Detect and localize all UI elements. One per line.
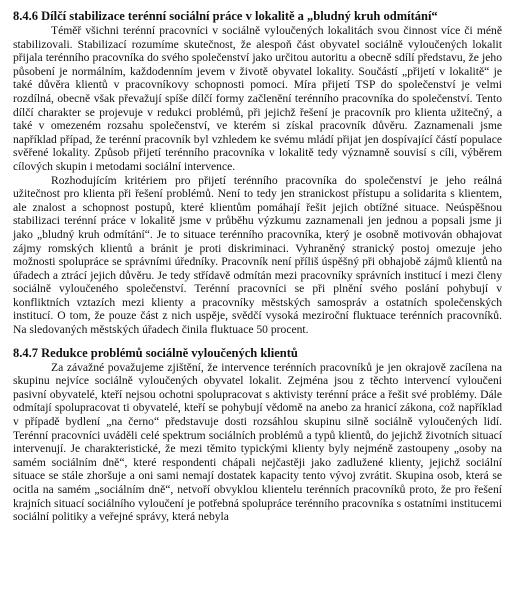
section-heading-8-4-7: 8.4.7 Redukce problémů sociálně vyloučených klientů <box>13 345 298 360</box>
paragraph: Rozhodujícím kritériem pro přijetí terénního pracovníka do společenství je jeho reálná užitečnost pro klienta při řešení problémů. Není to tedy jen stranickost přístupu a solidarita s klientem, ale znalost a schopnost postupů, které klientům pomáhají řešit jejich obtížné situace. Neúspěšnou stabilizaci terénní práce v lokalitě jsme v průběhu výzkumu zaznamenali jen jednou a popsali jsme ji jako „bludný kruh odmítání“. Je to situace terénního pracovníka, který je osobně motivován obhajovat zájmy romských klientů a bránit je proti diskriminaci. Vyhraněný stranický postoj omezuje jeho možnosti spolupráce se správními úředníky. Pracovník není příliš úspěšný při obhajobě zájmů klientů na úřadech a ztrácí jejich důvěru. Je tedy střídavě odmítán mezi pracovníky správních institucí i mezi členy sociálně vyloučeného společenství. Terénní pracovníci se při plnění svého poslání pohybují v konfliktních vztazích mezi klienty a pracovníky městských samospráv a ostatních společenských institucí. O tom, že pouze část z nich uspěje, svědčí vysoká meziroční fluktuace terénních pracovníků. Na sledovaných městských úřadech činila fluktuace 50 procent. <box>13 173 502 337</box>
section-heading-8-4-6: 8.4.6 Dílčí stabilizace terénní sociální práce v lokalitě a „bludný kruh odmítání“ <box>13 9 438 23</box>
paragraph: Za závažné považujeme zjištění, že intervence terénních pracovníků je jen okrajově zacílena na skupinu nejvíce sociálně vyloučených obyvatel lokalit. Zejména jsou z těchto intervencí vyloučeni pasivní obyvatelé, kteří nejsou ochotni spolupracovat s aktivisty terénní práce a řešit své problémy. Dále odmítají spolupracovat ti obyvatelé, kteří se pohybují vědomě na anebo za hranicí zákona, což například v případě bydlení „na černo“ představuje dosti rozsáhlou skupinu silně sociálně vyloučených lidí. Terénní pracovníci uváděli celé spektrum sociálních problémů a typů klientů, do jejichž životních situací intervenují. Je charakteristické, že mezi těmito typickými klienty byly nejméně zastoupeny „osoby na samém sociálním dně“, které respondenti chápali nejčastěji jako zadlužené klienty, jejichž sociální situace se stále zhoršuje a oni sami nemají dostatek kapacity tento vývoj zvrátit. Skupina osob, která se ocitla na samém „sociálním dně“, netvoří obvyklou klientelu terénních pracovníků proto, že pro řešení krajních situací sociálního vyloučení je potřebná spolupráce terénního pracovníka s ostatními institucemi sociální politiky a veřejné správy, která nebyla <box>13 360 502 524</box>
paragraph: Téměř všichni terénní pracovníci v sociálně vyloučených lokalitách svou činnost více či méně stabilizovali. Stabilizací rozumíme skutečnost, že alespoň část obyvatel sociálně vyloučených lokalit přijala terénního pracovníka do svého společenství jako určitou autoritu a obecně sdílí představu, že jeho působení je normálním, každodenním jevem v životě obyvatel lokality. Součástí „přijetí v lokalitě“ je také důvěra klientů v pracovníkovy schopnosti pomoci. Míra přijetí TSP do společenství je velmi rozdílná, obecně však převažují spíše dílčí formy začlenění terénního pracovníka do společenství. Tento dílčí charakter se projevuje v redukci problémů, při jejichž řešení je pracovník pro klienta užitečný, a také v omezeném rozsahu společenství, ve kterém si získal pracovník důvěru. Zaznamenali jsme například případ, že terénní pracovník byl vzhledem ke svému mládí přijat jen dospívající částí populace svěřené lokality. Způsob přijetí terénního pracovníka v lokalitě tedy významně souvisí s cíli, výběrem cílových skupin i metodami sociální intervence. <box>13 24 502 173</box>
